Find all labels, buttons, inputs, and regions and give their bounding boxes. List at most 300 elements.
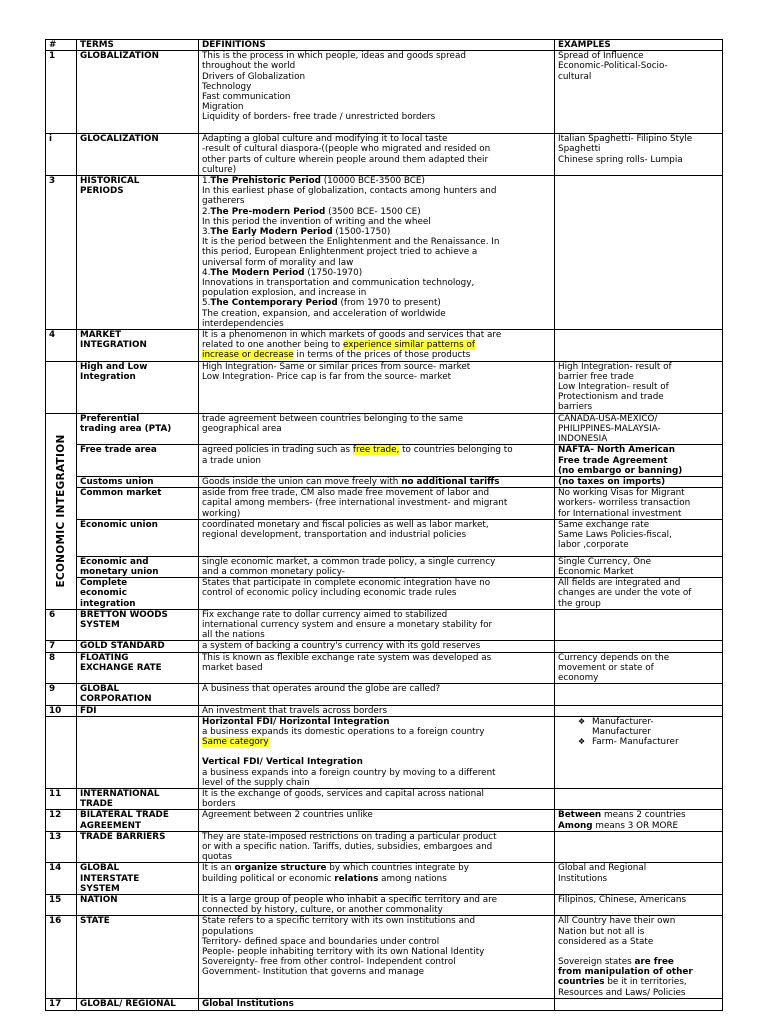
text-line (202, 72, 551, 82)
text-segment: Global and Regional (558, 863, 647, 874)
text-segment: 4. (202, 267, 211, 278)
row-number: 4 (46, 330, 77, 362)
term-line: Customs union (80, 476, 154, 487)
text-line (202, 424, 551, 434)
definition-cell (199, 999, 555, 1010)
example-cell (555, 895, 723, 916)
text-segment: Spaghetti (558, 144, 601, 155)
header-num: # (46, 40, 77, 51)
text-segment: Protectionism and trade (558, 392, 664, 403)
definition-cell (199, 788, 555, 809)
term-line: GOLD STANDARD (80, 641, 165, 652)
text-line (202, 414, 551, 424)
text-segment: Migration (202, 102, 244, 113)
text-segment: a trade union (202, 455, 261, 466)
bullet-text: Farm- Manufacturer (592, 737, 679, 748)
text-segment: The creation, expansion, and acceleration of worldwide (202, 308, 446, 319)
term-line: Economic and (80, 556, 149, 567)
example-cell (555, 134, 723, 176)
definition-cell (199, 556, 555, 577)
text-segment: agreed policies in trading such as (202, 445, 353, 456)
text-line (202, 653, 551, 663)
row-number: 6 (46, 609, 77, 641)
highlighted-text: increase or decrease (202, 350, 294, 361)
term-line: monetary union (80, 566, 159, 577)
text-line (558, 557, 719, 567)
example-cell (555, 413, 723, 445)
text-segment: Fast communication (202, 92, 291, 103)
term-line: TRADE (80, 799, 113, 810)
text-line (202, 237, 551, 247)
text-segment: labor ,corporate (558, 540, 629, 551)
text-line (558, 51, 719, 61)
table-row (46, 716, 723, 788)
text-line (202, 258, 551, 268)
text-line (202, 874, 551, 884)
text-segment: Economic Market (558, 566, 634, 577)
bold-text: Vertical FDI/ Vertical Integration (202, 757, 363, 768)
text-line (558, 810, 719, 820)
text-line (202, 905, 551, 915)
definition-cell (199, 705, 555, 716)
bold-text: (no embargo or banning) (558, 465, 683, 476)
term-cell (77, 519, 199, 556)
text-line (558, 988, 719, 998)
text-line (558, 155, 719, 165)
term-cell (77, 51, 199, 134)
text-line (558, 653, 719, 663)
text-line (202, 999, 551, 1009)
text-segment: Chinese spring rolls- Lumpia (558, 154, 683, 165)
text-segment: Adapting a global culture and modifying it to local taste (202, 134, 448, 145)
term-line: Integration (80, 371, 136, 382)
text-segment: It is an (202, 863, 235, 874)
text-segment: control of economic policy including economic trade rules (202, 588, 457, 599)
text-segment: Filipinos, Chinese, Americans (558, 895, 687, 906)
example-cell (555, 652, 723, 684)
text-line (558, 414, 719, 424)
term-line: SYSTEM (80, 619, 120, 630)
text-line (202, 477, 551, 487)
bullet-text-continuation: Manufacturer (592, 726, 651, 737)
definition-cell (199, 831, 555, 863)
bold-text: Global Institutions (202, 999, 294, 1010)
term-line: Complete (80, 578, 128, 589)
term-cell (77, 445, 199, 477)
text-segment: and a common monetary policy- (202, 566, 345, 577)
text-segment: or with a specific nation. Tariffs, duties, subsidies, embargoes and (202, 842, 493, 852)
text-line (202, 717, 551, 727)
term-cell (77, 684, 199, 705)
table-row (46, 863, 723, 895)
text-segment: changes are under the vote of (558, 588, 692, 599)
definition-cell (199, 652, 555, 684)
text-segment: Drivers of Globalization (202, 71, 306, 82)
text-line (202, 340, 551, 350)
text-segment: this period, European Enlightenment project tried to achieve a (202, 247, 478, 258)
term-cell (77, 916, 199, 999)
text-line (202, 567, 551, 577)
highlighted-text: free trade, (352, 445, 400, 456)
text-line (202, 967, 551, 977)
text-segment: This is the process in which people, ideas and goods spread (202, 51, 466, 62)
example-cell (555, 609, 723, 641)
text-segment: trade agreement between countries belonging to the same (202, 413, 463, 424)
text-line (558, 445, 719, 455)
text-segment: market based (202, 662, 263, 673)
text-segment: Italian Spaghetti- Filipino Style (558, 134, 693, 145)
table-row (46, 705, 723, 716)
text-segment: All Country have their own (558, 916, 676, 927)
text-line (202, 832, 551, 842)
term-cell (77, 652, 199, 684)
row-number: 8 (46, 652, 77, 684)
text-line (558, 362, 719, 372)
text-segment: 5. (202, 298, 211, 309)
text-line (558, 466, 719, 476)
text-line (202, 706, 551, 716)
text-line (202, 737, 551, 747)
term-line: CORPORATION (80, 694, 152, 705)
text-segment: Single Currency, One (558, 556, 651, 567)
term-line: INTERNATIONAL (80, 788, 160, 799)
terms-table-body (46, 40, 723, 1011)
table-row (46, 51, 723, 134)
table-row (46, 413, 723, 445)
row-number: 9 (46, 684, 77, 705)
text-line (202, 278, 551, 288)
text-segment: level of the supply chain (202, 777, 310, 788)
text-segment: international currency system and ensure a monetary stability for (202, 619, 493, 630)
bold-text: relations (334, 873, 379, 884)
term-line: GLOCALIZATION (80, 134, 159, 145)
definition-cell (199, 863, 555, 895)
term-cell (77, 895, 199, 916)
table-row (46, 361, 723, 413)
table-row (46, 519, 723, 556)
text-segment: An investment that travels across borders (202, 705, 388, 716)
text-segment: considered as a State (558, 936, 654, 947)
text-segment: means 2 countries (601, 810, 686, 821)
text-segment: barriers (558, 402, 593, 413)
bold-text: The Prehistoric Period (210, 176, 321, 187)
text-segment: single economic market, a common trade policy, a single currency (202, 556, 496, 567)
text-segment: Currency depends on the (558, 652, 670, 663)
list-item (578, 737, 719, 748)
example-cell (555, 999, 723, 1010)
term-cell (77, 641, 199, 652)
text-segment: It is the exchange of goods, services and capital across national (202, 788, 484, 799)
term-line: GLOBALIZATION (80, 51, 159, 62)
term-line: GLOBAL (80, 863, 120, 874)
text-segment: culture) (202, 164, 237, 175)
term-cell (77, 810, 199, 831)
term-cell (77, 716, 199, 788)
text-line (202, 362, 551, 372)
text-segment: Same exchange rate (558, 519, 650, 530)
text-segment: (1750-1970) (304, 267, 363, 278)
term-line: INTEGRATION (80, 340, 147, 351)
term-line: AGREEMENT (80, 820, 141, 831)
bold-text: NAFTA- North American (558, 445, 676, 456)
text-segment: all the nations (202, 630, 265, 641)
text-line (202, 863, 551, 873)
text-line (202, 288, 551, 298)
text-segment: It is a large group of people who inhabit a specific territory and are (202, 895, 498, 906)
example-cell (555, 176, 723, 330)
text-line (558, 567, 719, 577)
text-line (558, 477, 719, 487)
definition-cell (199, 330, 555, 362)
text-line (202, 957, 551, 967)
row-number: 12 (46, 810, 77, 831)
term-line: BILATERAL TRADE (80, 810, 169, 821)
row-number: 1 (46, 51, 77, 134)
row-number: 3 (46, 176, 77, 330)
term-cell (77, 476, 199, 487)
text-segment: barrier free trade (558, 371, 634, 382)
definition-cell (199, 519, 555, 556)
row-number: i (46, 134, 77, 176)
text-line (202, 916, 551, 926)
text-segment: All fields are integrated and (558, 578, 681, 589)
text-line (202, 186, 551, 196)
text-segment: CANADA-USA-MEXICO/ (558, 413, 658, 424)
text-segment: related to one another being to (202, 340, 343, 351)
table-header-row (46, 40, 723, 51)
text-segment: a business expands into a foreign country by moving to a different (202, 767, 496, 778)
text-segment: movement or state of (558, 662, 654, 673)
text-line (558, 456, 719, 466)
text-segment: quotas (202, 852, 232, 863)
text-line (202, 268, 551, 278)
text-line (202, 196, 551, 206)
text-line (202, 578, 551, 588)
highlighted-text: Same category (202, 737, 269, 748)
text-line (202, 51, 551, 61)
text-line (558, 937, 719, 947)
table-row (46, 609, 723, 641)
table-row (46, 788, 723, 809)
term-line: trading area (PTA) (80, 423, 172, 434)
highlighted-text: experience similar patterns of (342, 340, 475, 351)
definition-cell (199, 810, 555, 831)
example-cell (555, 788, 723, 809)
table-row (46, 895, 723, 916)
text-line (202, 498, 551, 508)
text-segment: Technology (202, 81, 252, 92)
text-line (202, 630, 551, 640)
text-segment: Innovations in transportation and communication technology, (202, 278, 475, 289)
term-line: PERIODS (80, 186, 124, 197)
term-line: SYSTEM (80, 883, 120, 894)
example-cell (555, 716, 723, 788)
text-segment: regional development, transportation and industrial policies (202, 529, 467, 540)
term-line: INTERSTATE (80, 873, 140, 884)
table-row (46, 641, 723, 652)
bold-text: are free (634, 957, 674, 968)
example-cell (555, 361, 723, 413)
text-line (202, 207, 551, 217)
text-line (558, 957, 719, 967)
definition-cell (199, 51, 555, 134)
blank-line (558, 947, 719, 957)
term-line: Common market (80, 488, 162, 499)
term-cell (77, 488, 199, 520)
text-line (558, 599, 719, 609)
text-segment: connected by history, culture, or another commonality (202, 905, 443, 916)
text-line (202, 372, 551, 382)
diamond-bullet-icon: ❖ (578, 737, 586, 747)
text-segment: other parts of culture wherein people around them adapted their (202, 154, 489, 165)
diamond-bullet-icon: ❖ (578, 716, 586, 726)
text-line (558, 663, 719, 673)
text-line (558, 134, 719, 144)
term-line: Preferential (80, 413, 140, 424)
text-segment: coordinated monetary and fiscal policies as well as labor market, (202, 519, 489, 530)
text-line (558, 392, 719, 402)
term-line: TRADE BARRIERS (80, 831, 166, 842)
text-segment: Low Integration- Price cap is far from the source- market (202, 371, 452, 382)
term-line: GLOBAL (80, 684, 120, 695)
text-segment: -result of cultural diaspora-((people who migrated and resided on (202, 144, 491, 155)
text-line (202, 298, 551, 308)
text-line (558, 520, 719, 530)
example-cell (555, 863, 723, 895)
bold-text: organize structure (234, 863, 327, 874)
term-cell (77, 705, 199, 716)
text-segment: gatherers (202, 196, 245, 207)
term-line: HISTORICAL (80, 176, 140, 187)
text-segment: PHILIPPINES-MALAYSIA- (558, 423, 661, 434)
term-cell (77, 609, 199, 641)
definition-cell (199, 578, 555, 610)
text-segment: be it in territories, (604, 977, 687, 988)
text-line (202, 557, 551, 567)
example-cell (555, 916, 723, 999)
text-segment: working) (202, 508, 241, 519)
definition-cell (199, 609, 555, 641)
text-line (202, 842, 551, 852)
term-cell (77, 788, 199, 809)
definition-cell (199, 476, 555, 487)
text-line (202, 134, 551, 144)
example-cell (555, 556, 723, 577)
text-line (202, 155, 551, 165)
text-line (202, 947, 551, 957)
bold-text: The Modern Period (210, 267, 305, 278)
text-line (202, 112, 551, 122)
table-row (46, 999, 723, 1010)
term-cell (77, 361, 199, 413)
term-line: High and Low (80, 361, 148, 372)
bold-text: The Contemporary Period (210, 298, 338, 309)
bold-text: Free trade Agreement (558, 455, 668, 466)
example-cell (555, 641, 723, 652)
text-segment: aside from free trade, CM also made free movement of labor and (202, 488, 490, 499)
bold-text: from manipulation of other (558, 967, 693, 978)
text-line (202, 309, 551, 319)
term-line: Free trade area (80, 445, 157, 456)
text-line (558, 821, 719, 831)
term-cell (77, 578, 199, 610)
table-row (46, 684, 723, 705)
text-segment: population explosion, and increase in (202, 288, 367, 299)
text-segment: It is a phenomenon in which markets of goods and services that are (202, 330, 502, 341)
text-segment: (10000 BCE-3500 BCE) (320, 176, 425, 187)
text-line (202, 227, 551, 237)
table-row (46, 810, 723, 831)
bold-text: countries (558, 977, 605, 988)
definition-cell (199, 413, 555, 445)
definition-cell (199, 916, 555, 999)
term-cell (77, 556, 199, 577)
text-line (202, 588, 551, 598)
definition-cell (199, 641, 555, 652)
bold-text: Between (558, 810, 602, 821)
text-line (558, 927, 719, 937)
text-line (558, 72, 719, 82)
example-bullet-list (558, 717, 719, 748)
text-line (202, 144, 551, 154)
text-segment: Nation but not all is (558, 926, 645, 937)
term-line: MARKET (80, 330, 122, 341)
example-cell (555, 705, 723, 716)
text-segment: Liquidity of borders- free trade / unrestricted borders (202, 112, 436, 123)
term-line: NATION (80, 895, 118, 906)
term-line: STATE (80, 916, 110, 927)
term-line: BRETTON WOODS (80, 609, 168, 620)
economic-integration-side-label: ECONOMIC INTEGRATION (54, 434, 67, 588)
example-cell (555, 810, 723, 831)
header-terms: TERMS (77, 40, 199, 51)
terms-table (45, 39, 723, 1011)
text-segment: (1500-1750) (332, 227, 391, 238)
table-row (46, 476, 723, 487)
text-line (558, 509, 719, 519)
example-cell (555, 519, 723, 556)
text-segment: interdependencies (202, 318, 284, 329)
row-number: 7 (46, 641, 77, 652)
text-line (202, 319, 551, 329)
text-line (558, 488, 719, 498)
text-line (558, 540, 719, 550)
text-segment: Economic-Political-Socio- (558, 61, 668, 72)
text-segment: High Integration- result of (558, 361, 672, 372)
text-segment: (3500 BCE- 1500 CE) (325, 206, 421, 217)
row-number: 17 (46, 999, 77, 1010)
text-line (558, 434, 719, 444)
bold-text: (no taxes on imports) (558, 476, 666, 487)
definition-cell (199, 134, 555, 176)
table-row (46, 556, 723, 577)
text-line (202, 620, 551, 630)
text-segment: No working Visas for Migrant (558, 488, 685, 499)
row-number: 16 (46, 916, 77, 999)
text-segment: 2. (202, 206, 211, 217)
text-line (202, 445, 551, 455)
text-segment: for International investment (558, 508, 682, 519)
text-segment: a system of backing a country's currency with its gold reserves (202, 641, 481, 652)
text-line (202, 456, 551, 466)
text-segment: State refers to a specific territory with its own institutions and (202, 916, 476, 927)
text-segment: Resources and Laws/ Policies (558, 987, 686, 998)
row-number: 10 (46, 705, 77, 716)
text-line (558, 578, 719, 588)
economic-integration-side-cell (46, 413, 77, 609)
text-segment: a business expands its domestic operations to a foreign country (202, 726, 485, 737)
table-row (46, 916, 723, 999)
